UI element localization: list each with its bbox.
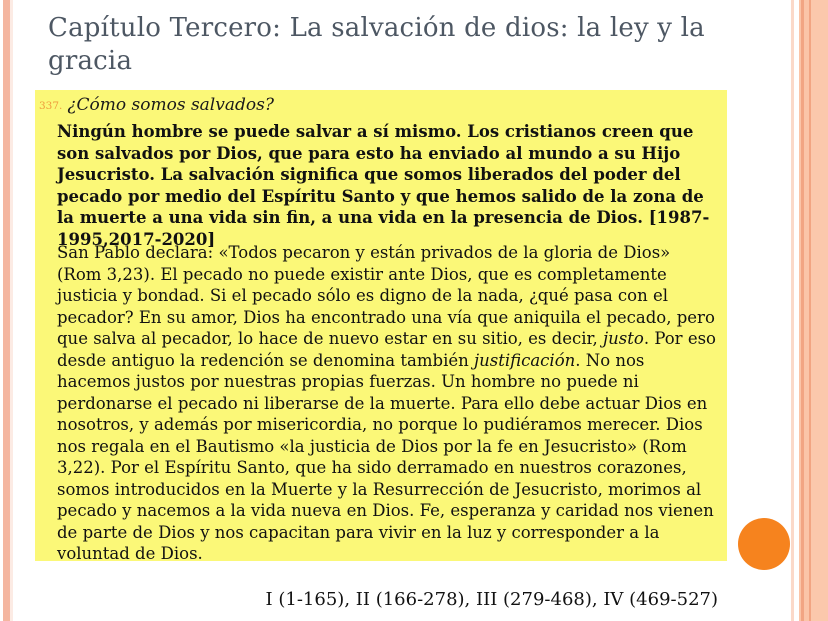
slide-title: Capítulo Tercero: La salvación de dios: la ley y la gracia — [48, 13, 705, 76]
right-accent-stripe-6 — [811, 0, 828, 621]
footer-section-index: I (1-165), II (166-278), III (279-468), IV (469-527) — [265, 589, 718, 610]
answer-bold-paragraph: Ningún hombre se puede salvar a sí mismo. Los cristianos creen que son salvados por Dios, que para esto ha enviado al mundo a su Hijo Jesucristo. La salvación significa que somos liberados del poder del pecado por medio del Espíritu Santo y que hemos salido de la zona de la muerte a una vida sin fin, a una vida en la presencia de Dios. [1987-1995,2017-2020] — [57, 122, 710, 249]
question-text: ¿Cómo somos salvados? — [67, 95, 274, 115]
right-accent-stripe-1 — [791, 0, 794, 621]
left-accent-stripe-faint — [10, 0, 13, 621]
decorative-circle — [738, 518, 790, 570]
left-accent-stripe — [3, 0, 10, 621]
question-line — [39, 95, 699, 115]
question-number: 337. — [39, 100, 63, 112]
answer-highlight-box — [35, 90, 727, 561]
commentary-paragraph: San Pablo declara: «Todos pecaron y están privados de la gloria de Dios» (Rom 3,23). El pecado no puede existir ante Dios, que es completamente justicia y bondad. Si el pecado sólo es digno de la nada, ¿qué pasa con el pecador? En su amor, Dios ha encontrado una vía que aniquila el pecado, pero que salva al pecador, lo hace de nuevo estar en su sitio, es decir, justo. Por eso desde antiguo la redención se denomina también justificación. No nos hacemos justos por nuestras propias fuerzas. Un hombre no puede ni perdonarse el pecado ni liberarse de la muerte. Para ello debe actuar Dios en nosotros, y además por misericordia, no porque lo pudiéramos merecer. Dios nos regala en el Bautismo «la justicia de Dios por la fe en Jesucristo» (Rom 3,22). Por el Espíritu Santo, que ha sido derramado en nuestros corazones, somos introducidos en la Muerte y la Resurrección de Jesucristo, morimos al pecado y nacemos a la vida nueva en Dios. Fe, esperanza y caridad nos vienen de parte de Dios y nos capacitan para vivir en la luz y corresponder a la voluntad de Dios. — [57, 243, 716, 563]
